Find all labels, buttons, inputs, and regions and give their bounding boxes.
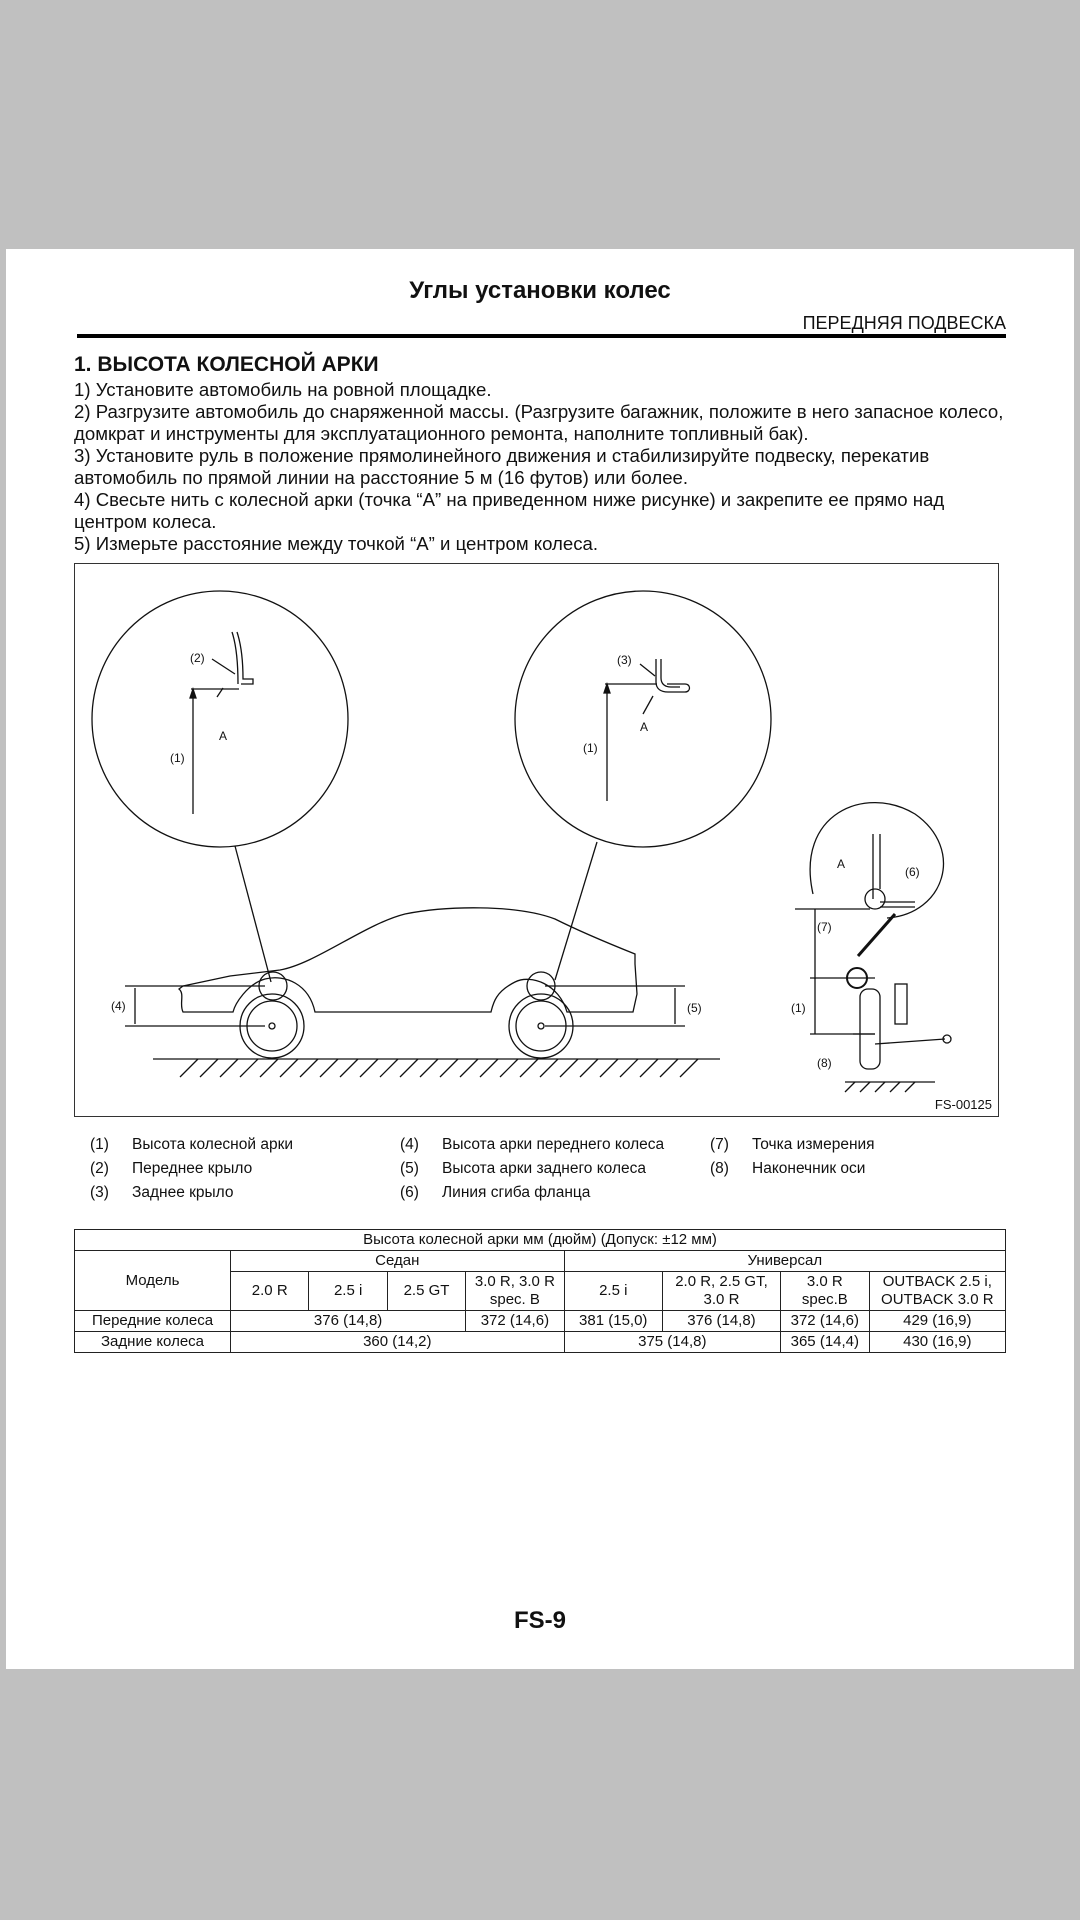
wagon-header: Универсал — [564, 1251, 1005, 1272]
callout-5: (5) — [687, 1001, 702, 1015]
car-diagram — [75, 564, 1000, 1118]
column-header: 2.0 R, 2.5 GT, 3.0 R — [662, 1272, 780, 1311]
callout-8: (8) — [817, 1056, 832, 1070]
instruction-steps — [74, 379, 1014, 555]
legend-item: (3) Заднее крыло — [90, 1184, 234, 1201]
callout-6: (6) — [905, 865, 920, 879]
manual-page — [6, 249, 1074, 1669]
column-header: 3.0 R, 3.0 R spec. B — [466, 1272, 564, 1311]
axle-detail-circle — [810, 803, 943, 918]
wheel-arch-height-table — [74, 1229, 1006, 1353]
legend-item: (8) Наконечник оси — [710, 1160, 866, 1177]
table-caption: Высота колесной арки мм (дюйм) (Допуск: ±12 мм) — [75, 1230, 1006, 1251]
table-row — [75, 1332, 1006, 1353]
column-header: 3.0 R spec.B — [781, 1272, 870, 1311]
table-cell: 430 (16,9) — [869, 1332, 1005, 1353]
table-cell: 365 (14,4) — [781, 1332, 870, 1353]
step-2: 2) Разгрузите автомобиль до снаряженной массы. (Разгрузите багажник, положите в него запасное колесо, домкрат и инструменты для эксплуатационного ремонта, наполните топливный бак). — [74, 401, 1004, 444]
legend-item: (4) Высота арки переднего колеса — [400, 1136, 665, 1153]
column-header: 2.5 i — [564, 1272, 662, 1311]
legend-item: (1) Высота колесной арки — [90, 1136, 294, 1153]
callout-1-axle: (1) — [791, 1001, 806, 1015]
column-header: 2.5 i — [309, 1272, 387, 1311]
step-5: 5) Измерьте расстояние между точкой “A” и центром колеса. — [74, 533, 599, 554]
table-cell: 376 (14,8) — [231, 1311, 466, 1332]
table-cell: 381 (15,0) — [564, 1311, 662, 1332]
row-label: Задние колеса — [75, 1332, 231, 1353]
callout-2: (2) — [190, 651, 205, 665]
table-cell: 429 (16,9) — [869, 1311, 1005, 1332]
callout-4: (4) — [111, 999, 126, 1013]
rear-detail-circle — [515, 591, 771, 847]
row-label: Передние колеса — [75, 1311, 231, 1332]
callout-1-front: (1) — [170, 751, 185, 765]
table-row — [75, 1311, 1006, 1332]
table-cell: 376 (14,8) — [662, 1311, 780, 1332]
callout-a-rear: A — [640, 720, 649, 734]
car-body — [179, 908, 637, 1012]
legend-item: (7) Точка измерения — [710, 1136, 875, 1153]
table-cell: 375 (14,8) — [564, 1332, 780, 1353]
callout-3: (3) — [617, 653, 632, 667]
section-heading: 1. ВЫСОТА КОЛЕСНОЙ АРКИ — [74, 353, 379, 376]
step-4: 4) Свесьте нить с колесной арки (точка “A” на приведенном ниже рисунке) и закрепите ее прямо над центром колеса. — [74, 489, 945, 532]
sedan-header: Седан — [231, 1251, 565, 1272]
table-cell: 360 (14,2) — [231, 1332, 565, 1353]
section-header: ПЕРЕДНЯЯ ПОДВЕСКА — [802, 313, 1006, 333]
table-cell: 372 (14,6) — [781, 1311, 870, 1332]
wheel-arch-figure — [74, 563, 999, 1117]
page-number: FS-9 — [513, 1607, 566, 1634]
legend-item: (6) Линия сгиба фланца — [400, 1184, 591, 1201]
header-rule — [77, 334, 1006, 338]
callout-7: (7) — [817, 920, 832, 934]
column-header: 2.5 GT — [387, 1272, 465, 1311]
step-3: 3) Установите руль в положение прямолинейного движения и стабилизируйте подвеску, перекатив автомобиль по прямой линии на расстояние 5 м (16 футов) или более. — [74, 445, 930, 488]
page-title: Углы установки колес — [409, 277, 671, 304]
column-header: OUTBACK 2.5 i, OUTBACK 3.0 R — [869, 1272, 1005, 1311]
table-cell: 372 (14,6) — [466, 1311, 564, 1332]
callout-1-rear: (1) — [583, 741, 598, 755]
callout-a-front: A — [219, 729, 228, 743]
figure-code: FS-00125 — [934, 1097, 992, 1112]
step-1: 1) Установите автомобиль на ровной площадке. — [74, 379, 492, 400]
legend-item: (2) Переднее крыло — [90, 1160, 253, 1177]
column-header: 2.0 R — [231, 1272, 309, 1311]
legend-item: (5) Высота арки заднего колеса — [400, 1160, 646, 1177]
front-detail-circle — [92, 591, 348, 847]
callout-a-axle: A — [837, 857, 846, 871]
model-header: Модель — [75, 1251, 231, 1311]
